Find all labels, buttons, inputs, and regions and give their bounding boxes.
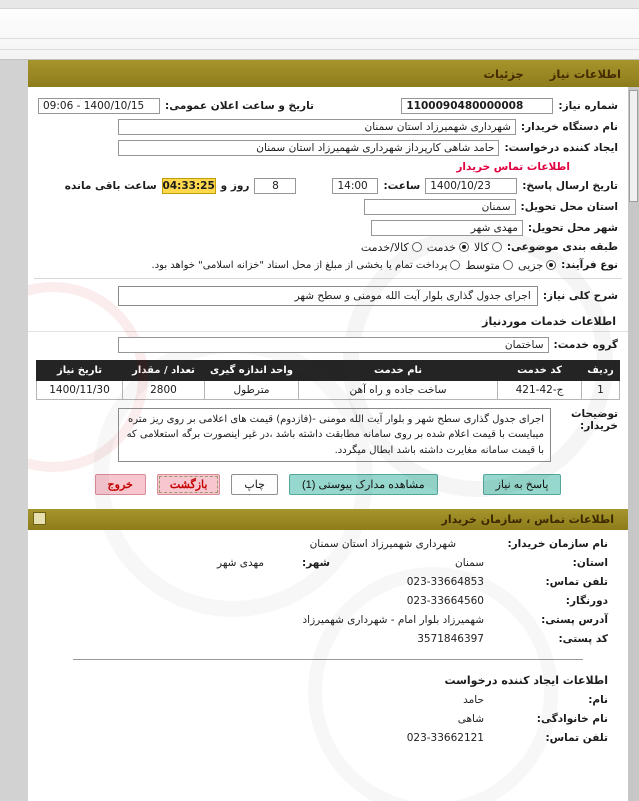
- back-button[interactable]: بازگشت: [157, 474, 221, 495]
- vertical-scrollbar[interactable]: [628, 87, 639, 801]
- need-number-label: شماره نیاز:: [558, 99, 618, 112]
- announce-datetime-value[interactable]: 09:06 - 1400/10/15: [38, 98, 160, 114]
- delivery-city-label: شهر محل تحویل:: [527, 221, 618, 234]
- radio-label: متوسط: [465, 258, 501, 272]
- row-delivery-province: [28, 196, 628, 217]
- org-fax-value: 023-33664560: [406, 595, 484, 607]
- row-creator-first-name: [28, 691, 628, 710]
- print-button[interactable]: چاپ: [231, 474, 278, 495]
- row-postal-code: [28, 630, 628, 649]
- creator-phone-label: تلفن تماس:: [545, 732, 608, 744]
- radio-option-minor[interactable]: [518, 259, 556, 272]
- row-subject-class: [28, 238, 628, 256]
- chrome-divider-line: [0, 38, 639, 39]
- province-value: سمنان: [455, 557, 484, 569]
- table-row: [37, 381, 620, 400]
- row-org-fax: [28, 592, 628, 611]
- header-need-date: تاریخ نیاز: [37, 361, 123, 381]
- tab-bar: [28, 60, 639, 87]
- cell-service-name: ساخت جاده و راه آهن: [299, 381, 498, 400]
- cell-quantity: 2800: [123, 381, 205, 400]
- content-panel: [28, 87, 628, 801]
- radio-icon[interactable]: [503, 260, 513, 270]
- cell-need-date: 1400/11/30: [37, 381, 123, 400]
- action-buttons: [28, 465, 628, 501]
- service-group-value[interactable]: ساختمان: [118, 337, 549, 353]
- row-buyer-notes: [28, 405, 628, 465]
- row-creator-phone: [28, 729, 628, 748]
- delivery-city-value[interactable]: مهدی شهر: [371, 220, 523, 236]
- contact-section-bar: [28, 509, 628, 530]
- buyer-org-value[interactable]: شهرداری شهمیرزاد استان سمنان: [118, 119, 516, 135]
- row-need-number: [28, 95, 628, 116]
- row-need-description: [28, 283, 628, 308]
- remaining-days-suffix: روز و: [220, 179, 250, 192]
- reply-time-label: ساعت:: [383, 179, 421, 192]
- org-name-value: شهرداری شهمیرزاد استان سمنان: [309, 538, 456, 550]
- creator-section-title: اطلاعات ایجاد کننده درخواست: [444, 673, 608, 687]
- radio-option-treasury-payment[interactable]: [152, 260, 461, 271]
- chrome-divider-line: [0, 49, 639, 50]
- radio-label: خدمت: [426, 240, 456, 254]
- scrollbar-thumb[interactable]: [629, 90, 638, 202]
- cell-unit: مترطول: [205, 381, 299, 400]
- cell-service-code: ج-42-421: [498, 381, 582, 400]
- header-unit: واحد اندازه گیری: [205, 361, 299, 381]
- city-label: شهر:: [302, 557, 330, 569]
- row-org-phone: [28, 573, 628, 592]
- row-request-creator: [28, 137, 628, 158]
- cell-row-index: 1: [582, 381, 620, 400]
- subject-class-label: طبقه بندی موضوعی:: [506, 241, 618, 253]
- city-value: مهدی شهر: [217, 557, 264, 569]
- need-description-label: شرح کلی نیاز:: [542, 289, 618, 302]
- org-address-value: شهمیرزاد بلوار امام - شهرداری شهمیرزاد: [302, 614, 484, 626]
- delivery-province-value[interactable]: سمنان: [364, 199, 516, 215]
- contact-section-title: اطلاعات تماس ، سازمان خریدار: [441, 512, 614, 526]
- reply-deadline-time[interactable]: 14:00: [332, 178, 378, 194]
- radio-option-medium[interactable]: [465, 259, 513, 272]
- row-buyer-contact: [28, 158, 628, 175]
- org-fax-label: دورنگار:: [565, 595, 608, 607]
- row-reply-deadline: [28, 175, 628, 196]
- radio-icon[interactable]: [546, 260, 556, 270]
- services-table: [36, 360, 620, 400]
- radio-label: پرداخت تمام یا بخشی از مبلغ از محل اسناد "خزانه اسلامی" خواهد بود.: [151, 259, 448, 271]
- org-address-label: آدرس پستی:: [541, 614, 608, 626]
- view-attachments-button[interactable]: مشاهده مدارک پیوستی (1): [289, 474, 438, 495]
- radio-icon[interactable]: [412, 242, 422, 252]
- window-chrome: [0, 0, 639, 60]
- row-process-type: [28, 256, 628, 274]
- row-delivery-city: [28, 217, 628, 238]
- need-description-value[interactable]: اجرای جدول گذاری بلوار آیت الله مومنی و سطح شهر: [118, 286, 538, 306]
- exit-button[interactable]: خروج: [95, 474, 146, 495]
- radio-option-service[interactable]: [427, 241, 469, 254]
- reply-deadline-label: تاریخ ارسال پاسخ:: [522, 179, 618, 192]
- org-phone-label: تلفن تماس:: [545, 576, 608, 588]
- radio-option-goods-service[interactable]: [361, 241, 422, 254]
- services-section-title: اطلاعات خدمات موردنیاز: [28, 310, 628, 332]
- org-phone-value: 023-33664853: [406, 576, 484, 588]
- radio-label: کالا: [473, 240, 489, 254]
- remaining-days-value[interactable]: 8: [254, 178, 296, 194]
- countdown-timer: 04:33:25: [162, 179, 215, 192]
- countdown-suffix: ساعت باقی مانده: [64, 179, 157, 192]
- header-service-name: نام خدمت: [299, 361, 498, 381]
- chrome-top-strip: [0, 0, 639, 9]
- header-row-index: ردیف: [582, 361, 620, 381]
- radio-icon[interactable]: [450, 260, 460, 270]
- row-org-name: [28, 535, 628, 554]
- province-label: استان:: [572, 557, 608, 569]
- buyer-notes-label: توضیحات خریدار:: [570, 407, 618, 432]
- buyer-org-label: نام دستگاه خریدار:: [520, 120, 618, 133]
- delivery-province-label: استان محل تحویل:: [520, 200, 618, 213]
- announce-datetime-label: تاریخ و ساعت اعلان عمومی:: [165, 99, 314, 112]
- postal-code-label: کد پستی:: [558, 633, 608, 645]
- row-creator-last-name: [28, 710, 628, 729]
- radio-option-goods[interactable]: [474, 241, 502, 254]
- creator-phone-value: 023-33662121: [406, 732, 484, 744]
- creator-last-name-label: نام خانوادگی:: [536, 713, 608, 725]
- process-type-label: نوع فرآیند:: [561, 259, 618, 271]
- tab-details[interactable]: جزئیات: [483, 66, 524, 81]
- creator-first-name-value: حامد: [463, 694, 484, 706]
- creator-first-name-label: نام:: [588, 694, 608, 706]
- service-group-label: گروه خدمت:: [553, 338, 618, 351]
- org-name-label: نام سازمان خریدار:: [507, 538, 608, 550]
- radio-icon[interactable]: [459, 242, 469, 252]
- buyer-notes-value[interactable]: اجرای جدول گذاری سطح شهر و بلوار آیت الله مومنی -(فازدوم) قیمت های اعلامی بر روی ریز متره میبایست با قیمت اعلام شده بر روی سامانه مطابقت داشته باشد ،در غیر اینصورت برگه استعلامی که با قیمت سامانه مغایرت داشته باشد ابطال میگردد.: [118, 408, 551, 463]
- need-number-value[interactable]: 1100090480000008: [401, 98, 553, 114]
- reply-deadline-date[interactable]: 1400/10/23: [425, 178, 517, 194]
- header-service-code: کد خدمت: [498, 361, 582, 381]
- row-service-group: [28, 334, 628, 355]
- header-quantity: تعداد / مقدار: [123, 361, 205, 381]
- reply-to-need-button[interactable]: پاسخ به نیاز: [483, 474, 562, 495]
- tab-need-info[interactable]: اطلاعات نیاز: [549, 66, 621, 81]
- creator-last-name-value: شاهی: [457, 713, 484, 725]
- radio-icon[interactable]: [492, 242, 502, 252]
- section-corner-box[interactable]: [33, 512, 46, 525]
- table-header-row: [37, 361, 620, 381]
- radio-label: جزیی: [518, 258, 544, 272]
- buyer-contact-link[interactable]: اطلاعات تماس خریدار: [456, 160, 570, 173]
- row-province-city: [28, 554, 628, 573]
- horizontal-rule: [73, 659, 583, 660]
- request-creator-label: ایجاد کننده درخواست:: [504, 141, 618, 154]
- postal-code-value: 3571846397: [417, 633, 484, 645]
- divider-line: [34, 278, 622, 279]
- radio-label: کالا/خدمت: [360, 240, 409, 254]
- row-buyer-org: [28, 116, 628, 137]
- row-org-address: [28, 611, 628, 630]
- request-creator-value[interactable]: حامد شاهی کارپرداز شهرداری شهمیرزاد استان سمنان: [118, 140, 499, 156]
